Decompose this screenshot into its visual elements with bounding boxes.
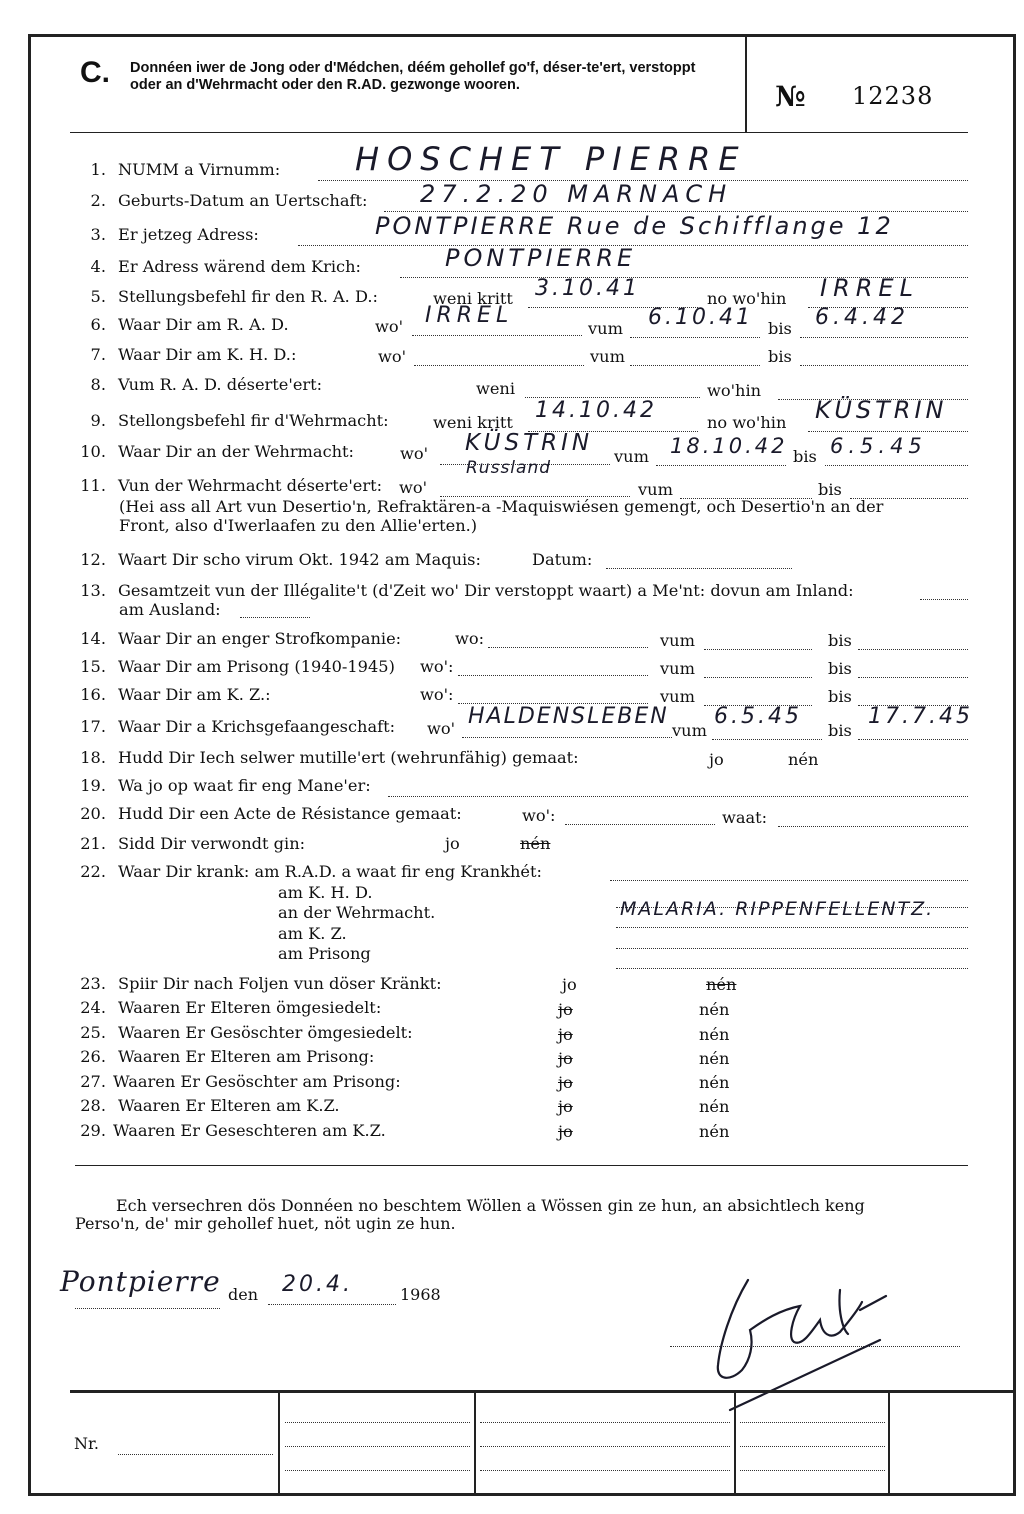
section-rule	[75, 1165, 968, 1166]
header-divider	[745, 36, 747, 132]
section-letter: C.	[80, 56, 110, 89]
number-sign: №	[775, 80, 806, 113]
signature-place: Pontpierre	[60, 1265, 221, 1298]
birth-value: 27.2.20 MARNACH	[420, 180, 733, 208]
footer-nr-label: Nr.	[74, 1434, 99, 1453]
war-address-value: PONTPIERRE	[445, 244, 637, 272]
name-value: HOSCHET PIERRE	[355, 140, 747, 178]
address-value: PONTPIERRE Rue de Schifflange 12	[375, 212, 894, 240]
header-rule	[70, 132, 968, 133]
signature-date: 20.4.	[282, 1272, 353, 1297]
footer-top-rule	[70, 1390, 1016, 1393]
signature-drawing	[690, 1250, 890, 1420]
declaration-line-1: Ech versechren dös Donnéen no beschtem Wöllen a Wössen gin ze hun, an absichtlech keng	[116, 1196, 865, 1215]
form-number: 12238	[852, 82, 934, 110]
illness-value: MALARIA. RIPPENFELLENTZ.	[620, 898, 935, 920]
declaration-line-2: Perso'n, de' mir gehollef huet, nöt ugin ze hun.	[75, 1214, 456, 1233]
header-text: Donnéen iwer de Jong oder d'Médchen, déém gehollef go'f, déser-te'ert, verstoppt oder an d'Wehrmacht oder den R.AD. gezwonge wooren.	[130, 60, 696, 93]
